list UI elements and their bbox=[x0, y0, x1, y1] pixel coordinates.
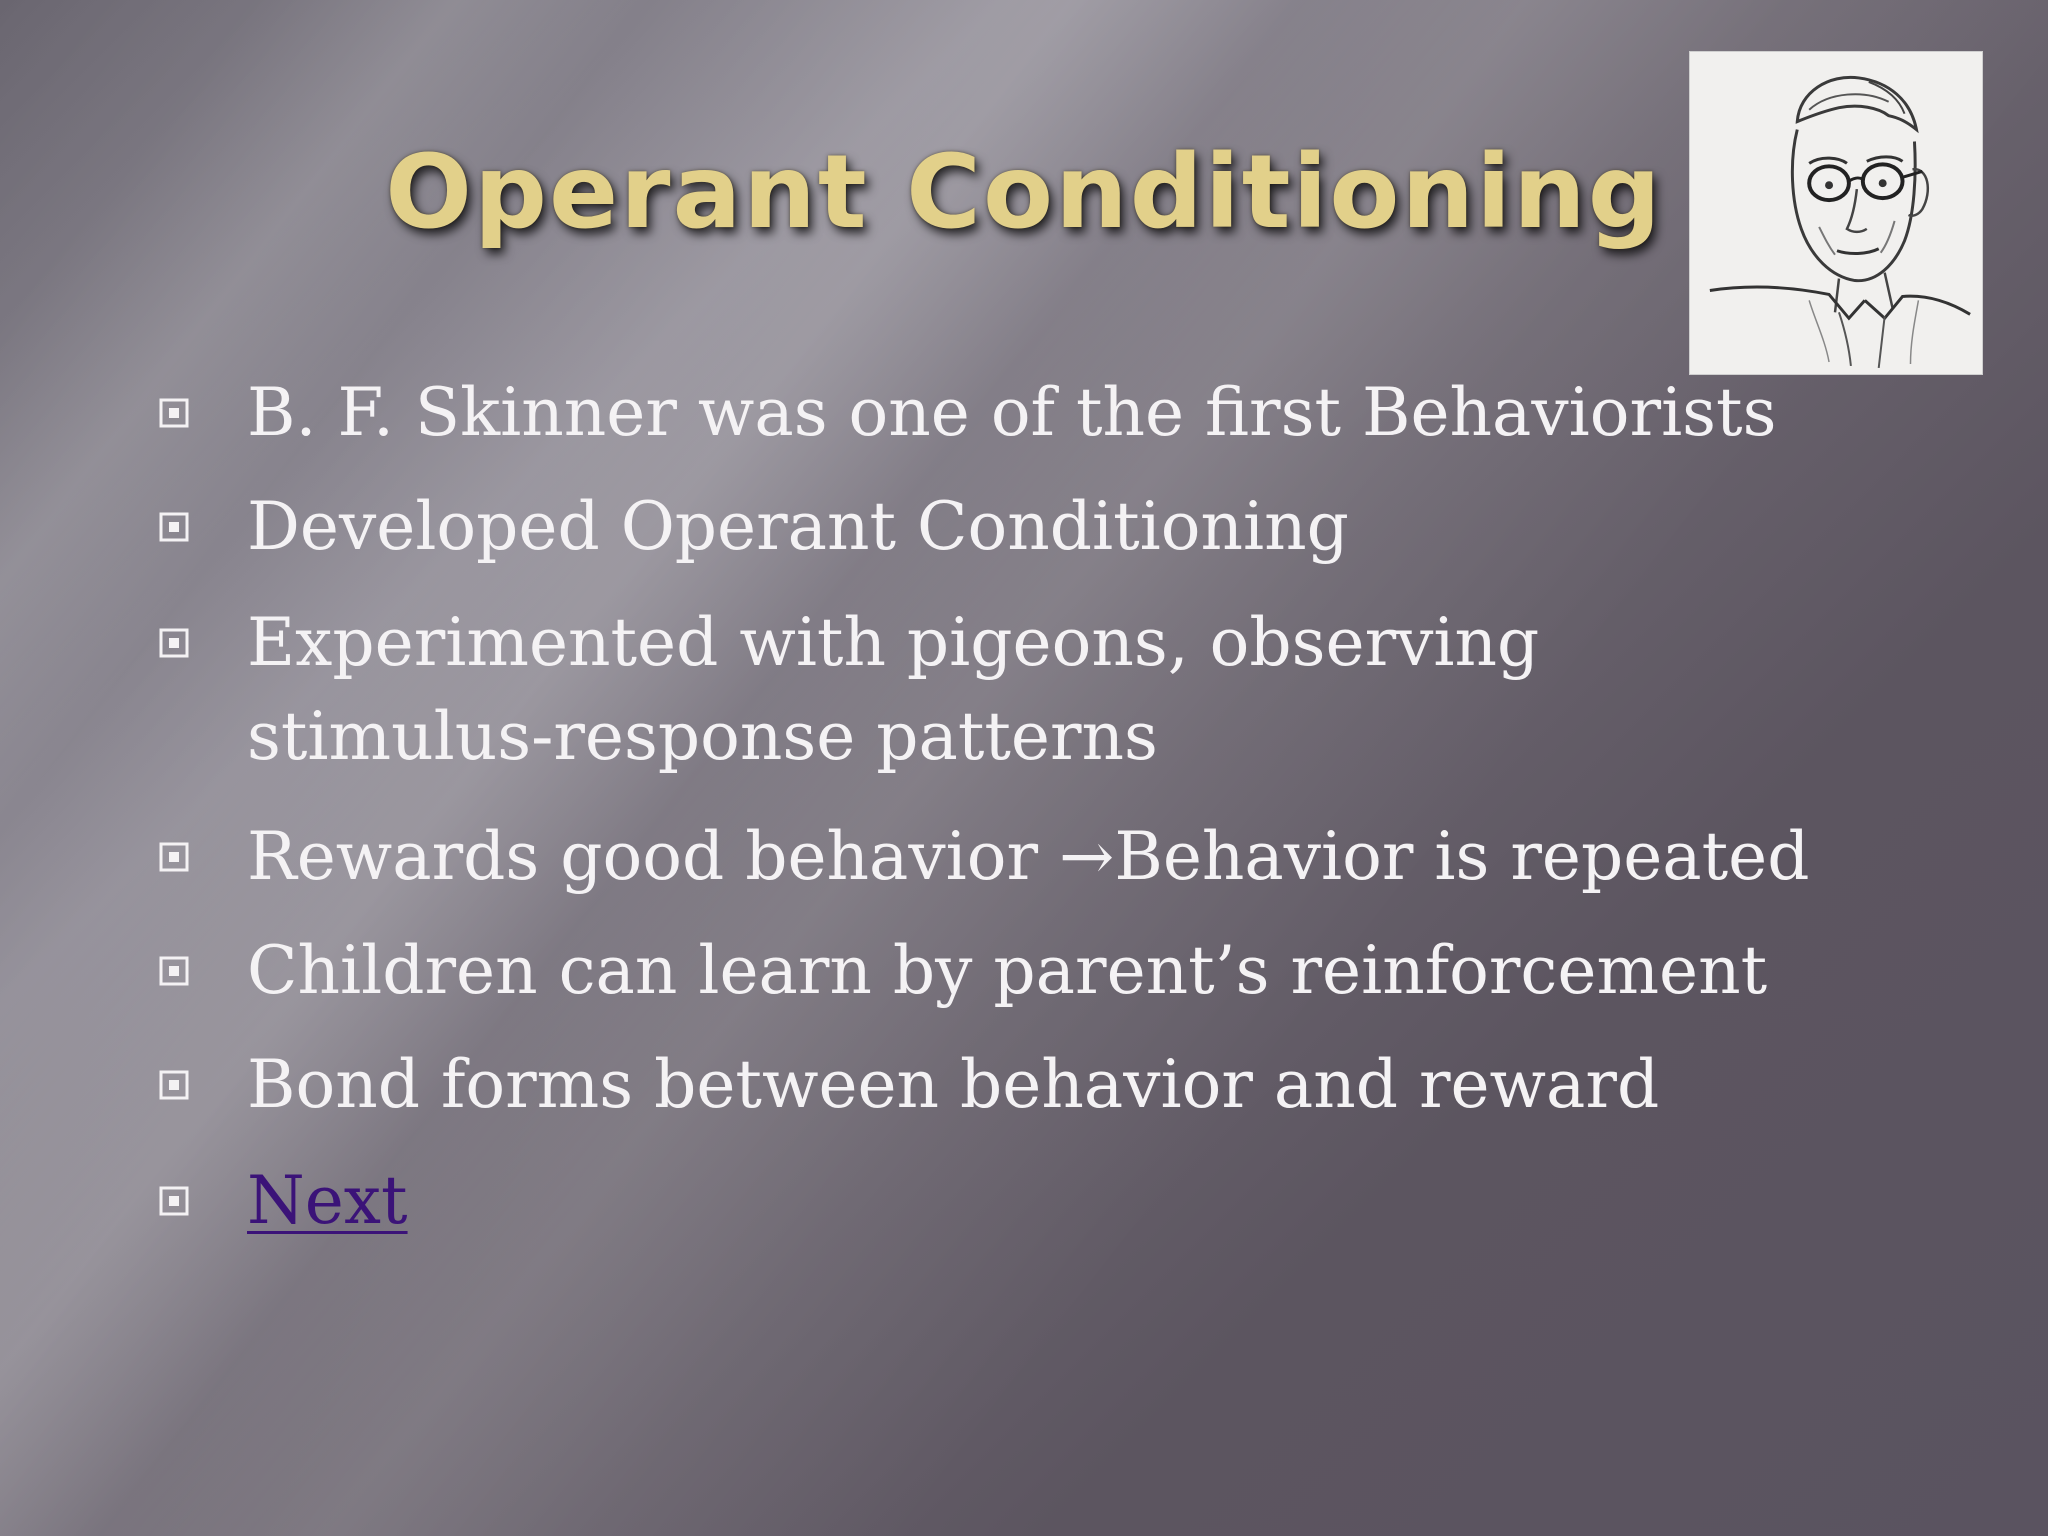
square-box-bullet-icon bbox=[158, 1185, 190, 1217]
list-item bbox=[158, 924, 2018, 1024]
list-item bbox=[158, 366, 2018, 466]
list-item bbox=[158, 810, 2018, 910]
square-box-bullet-icon bbox=[158, 397, 190, 429]
bullet-text-line-1: Experimented with pigeons, observing bbox=[247, 604, 1540, 681]
list-item bbox=[158, 480, 2018, 580]
list-item bbox=[158, 596, 2018, 790]
bullet-text: Developed Operant Conditioning bbox=[247, 488, 1349, 565]
square-box-bullet-icon bbox=[158, 841, 190, 873]
list-item bbox=[158, 1038, 2018, 1138]
next-link[interactable]: Next bbox=[247, 1162, 408, 1239]
bullet-text: Children can learn by parent’s reinforcement bbox=[247, 932, 1768, 1009]
list-item bbox=[158, 1154, 2018, 1254]
square-box-bullet-icon bbox=[158, 627, 190, 659]
bullet-text-line-2: stimulus-response patterns bbox=[247, 698, 1158, 775]
bullet-text: Rewards good behavior →Behavior is repeated bbox=[247, 818, 1810, 895]
bullet-text: B. F. Skinner was one of the first Behaviorists bbox=[247, 374, 1777, 451]
square-box-bullet-icon bbox=[158, 955, 190, 987]
bullet-text: Bond forms between behavior and reward bbox=[247, 1046, 1660, 1123]
square-box-bullet-icon bbox=[158, 511, 190, 543]
square-box-bullet-icon bbox=[158, 1069, 190, 1101]
slide-title: Operant Conditioning bbox=[385, 133, 1663, 252]
